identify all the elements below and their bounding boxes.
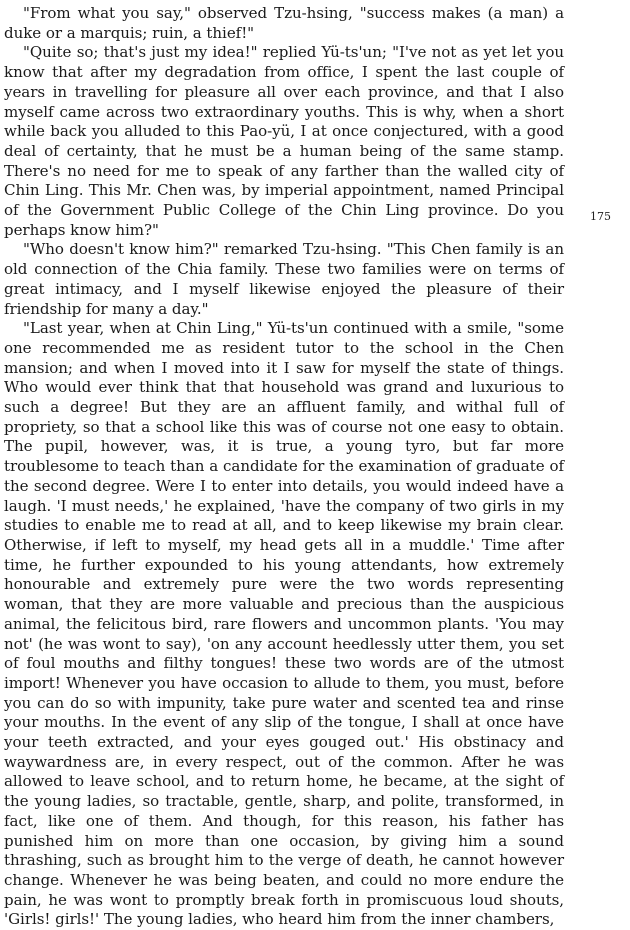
text-column (4, 4, 564, 930)
page-number: 175 (590, 210, 611, 223)
paragraph-3: "Who doesn't know him?" remarked Tzu-hsing. "This Chen family is an old connection of the Chia family. These two families were on terms of great intimacy, and I myself likewise enjoyed the pleasure of their friendship for many a day." (4, 240, 564, 318)
paragraph-2: "Quite so; that's just my idea!" replied Yü-ts'un; "I've not as yet let you know that after my degradation from office, I spent the last couple of years in travelling for pleasure all over each province, and that I also myself came across two extraordinary youths. This is why, when a short while back you alluded to this Pao-yü, I at once conjectured, with a good deal of certainty, that he must be a human being of the same stamp. There's no need for me to speak of any farther than the walled city of Chin Ling. This Mr. Chen was, by imperial appointment, named Principal of the Government Public College of the Chin Ling province. Do you perhaps know him?" (4, 43, 564, 239)
paragraph-1: "From what you say," observed Tzu-hsing, "success makes (a man) a duke or a marquis; ruin, a thief!" (4, 4, 564, 42)
paragraph-4: "Last year, when at Chin Ling," Yü-ts'un continued with a smile, "some one recommended me as resident tutor to the school in the Chen mansion; and when I moved into it I saw for myself the state of things. Who would ever think that that household was grand and luxurious to such a degree! But they are an affluent family, and withal full of propriety, so that a school like this was of course not one easy to obtain. The pupil, however, was, it is true, a young tyro, but far more troublesome to teach than a candidate for the examination of graduate of the second degree. Were I to enter into details, you would indeed have a laugh. 'I must needs,' he explained, 'have the company of two girls in my studies to enable me to read at all, and to keep likewise my brain clear. Otherwise, if left to myself, my head gets all in a muddle.' Time after time, he further expounded to his young attendants, how extremely honourable and extremely pure were the two words representing woman, that they are more valuable and precious than the auspicious animal, the felicitous bird, rare flowers and uncommon plants. 'You may not' (he was wont to say), 'on any account heedlessly utter them, you set of foul mouths and filthy tongues! these two words are of the utmost import! Whenever you have occasion to allude to them, you must, before you can do so with impunity, take pure water and scented tea and rinse your mouths. In the event of any slip of the tongue, I shall at once have your teeth extracted, and your eyes gouged out.' His obstinacy and waywardness are, in every respect, out of the common. After he was allowed to leave school, and to return home, he became, at the sight of the young ladies, so tractable, gentle, sharp, and polite, transformed, in fact, like one of them. And though, for this reason, his father has punished him on more than one occasion, by giving him a sound thrashing, such as brought him to the verge of death, he cannot however change. Whenever he was being beaten, and could no more endure the pain, he was wont to promptly break forth in promiscuous loud shouts, 'Girls! girls!' The young ladies, who heard him from the inner chambers, (4, 319, 564, 929)
